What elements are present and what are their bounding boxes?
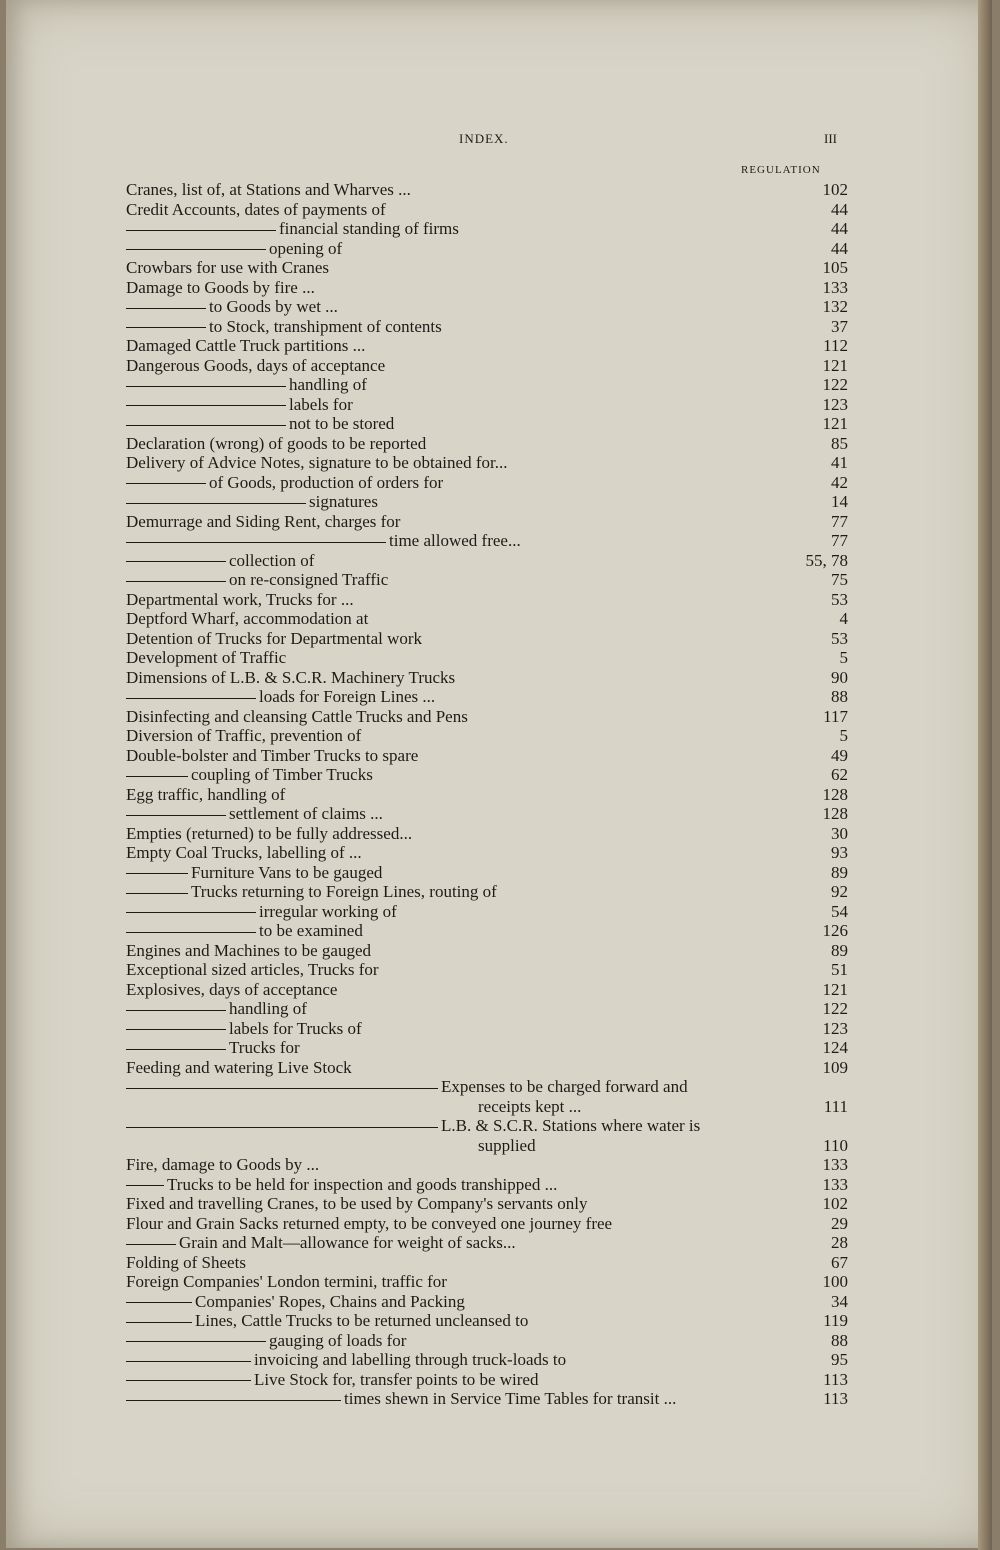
index-entry bbox=[6, 1038, 1000, 1058]
entry-label: financial standing of firms bbox=[279, 219, 459, 238]
entry-text bbox=[126, 1233, 516, 1252]
index-entry bbox=[6, 512, 1000, 532]
regulation-number: 44 bbox=[831, 238, 848, 258]
index-entry bbox=[6, 785, 1000, 805]
regulation-number: 77 bbox=[831, 531, 848, 550]
ditto-rule bbox=[126, 483, 206, 484]
entry-label: Demurrage and Siding Rent, charges for bbox=[126, 511, 401, 531]
entry-label: Departmental work, Trucks for ... bbox=[126, 589, 354, 609]
index-entry bbox=[6, 551, 1000, 571]
entry-label: Furniture Vans to be gauged bbox=[191, 862, 383, 882]
ditto-rule bbox=[126, 776, 188, 777]
regulation-number: 89 bbox=[831, 940, 848, 960]
regulation-number: 85 bbox=[831, 433, 848, 453]
entry-label: Dimensions of L.B. & S.C.R. Machinery Trucks bbox=[126, 667, 456, 687]
regulation-number: 102 bbox=[822, 1194, 848, 1213]
entry-text bbox=[126, 882, 497, 901]
index-entry bbox=[6, 1077, 1000, 1097]
ditto-rule bbox=[126, 230, 276, 231]
index-entry bbox=[6, 980, 1000, 1000]
entry-text bbox=[126, 668, 455, 687]
regulation-number: 29 bbox=[831, 1213, 848, 1233]
column-header: REGULATION bbox=[741, 164, 821, 176]
entry-text bbox=[126, 590, 354, 609]
entry-text bbox=[126, 434, 426, 453]
entry-text bbox=[126, 1311, 528, 1330]
entry-text bbox=[126, 1253, 246, 1272]
index-entry bbox=[6, 863, 1000, 883]
entry-label: Double-bolster and Timber Trucks to spare bbox=[126, 745, 419, 765]
entry-label: settlement of claims ... bbox=[229, 804, 383, 823]
entry-label: not to be stored bbox=[289, 414, 395, 433]
entry-label: Flour and Grain Sacks returned empty, to be conveyed one journey free bbox=[126, 1213, 613, 1233]
entry-text bbox=[126, 1038, 300, 1057]
entry-text bbox=[126, 1389, 676, 1408]
page-number: III bbox=[824, 131, 837, 146]
entry-label: labels for bbox=[289, 394, 353, 414]
regulation-number: 133 bbox=[822, 1155, 848, 1174]
regulation-number: 90 bbox=[831, 667, 848, 687]
entry-text bbox=[126, 648, 286, 667]
entry-label: handling of bbox=[289, 375, 367, 394]
entry-label: Crowbars for use with Cranes bbox=[126, 258, 330, 277]
entry-label: times shewn in Service Time Tables for transit ... bbox=[344, 1389, 677, 1408]
regulation-number: 5 bbox=[839, 726, 848, 745]
entry-label: Foreign Companies' London termini, traffic for bbox=[126, 1272, 447, 1291]
index-entry bbox=[6, 570, 1000, 590]
regulation-number: 117 bbox=[823, 706, 848, 726]
entry-text bbox=[126, 921, 363, 940]
index-entry bbox=[6, 1214, 1000, 1234]
entry-text bbox=[126, 1155, 319, 1174]
regulation-number: 67 bbox=[831, 1252, 848, 1272]
ditto-rule bbox=[126, 1049, 226, 1050]
entry-text bbox=[126, 297, 338, 316]
regulation-number: 123 bbox=[822, 394, 848, 414]
entry-text bbox=[126, 239, 342, 258]
ditto-rule bbox=[126, 386, 286, 387]
ditto-rule bbox=[126, 405, 286, 406]
index-entry bbox=[6, 1097, 1000, 1117]
page-header bbox=[6, 131, 1000, 151]
entry-text bbox=[126, 317, 442, 336]
entry-text bbox=[126, 1116, 700, 1135]
entry-text bbox=[126, 1077, 688, 1096]
entry-text bbox=[126, 512, 400, 531]
index-entry bbox=[6, 297, 1000, 317]
ditto-rule bbox=[126, 308, 206, 309]
index-entry bbox=[6, 239, 1000, 259]
regulation-number: 28 bbox=[831, 1233, 848, 1252]
index-entry bbox=[6, 1058, 1000, 1078]
entry-label: handling of bbox=[229, 999, 307, 1018]
ditto-rule bbox=[126, 912, 256, 913]
entry-label: opening of bbox=[269, 238, 343, 258]
entry-label: invoicing and labelling through truck-loads to bbox=[254, 1350, 567, 1369]
regulation-number: 5 bbox=[839, 648, 848, 667]
index-entry bbox=[6, 1175, 1000, 1195]
entry-label: Detention of Trucks for Departmental work bbox=[126, 628, 423, 648]
ditto-rule bbox=[126, 1088, 438, 1089]
entry-text bbox=[126, 1019, 362, 1038]
regulation-number: 123 bbox=[822, 1018, 848, 1038]
index-entry bbox=[6, 1272, 1000, 1292]
entry-text bbox=[126, 1272, 447, 1291]
index-entry bbox=[6, 1116, 1000, 1136]
index-entry bbox=[6, 1331, 1000, 1351]
index-entry bbox=[6, 531, 1000, 551]
index-entry bbox=[6, 434, 1000, 454]
regulation-number: 128 bbox=[822, 804, 848, 823]
entry-text bbox=[478, 1097, 581, 1116]
entry-text bbox=[126, 414, 394, 433]
index-entry bbox=[6, 882, 1000, 902]
regulation-number: 93 bbox=[831, 843, 848, 862]
entry-label: coupling of Timber Trucks bbox=[191, 765, 373, 784]
entry-text bbox=[126, 980, 337, 999]
regulation-number: 14 bbox=[831, 492, 848, 511]
index-entry bbox=[6, 1233, 1000, 1253]
entry-label: Live Stock for, transfer points to be wired bbox=[254, 1369, 539, 1389]
entry-label: Grain and Malt—allowance for weight of sacks... bbox=[179, 1233, 516, 1252]
document-page bbox=[6, 0, 992, 1548]
ditto-rule bbox=[126, 249, 266, 250]
index-entry bbox=[6, 317, 1000, 337]
entry-text bbox=[126, 258, 329, 277]
ditto-rule bbox=[126, 815, 226, 816]
regulation-number: 113 bbox=[823, 1389, 848, 1408]
entry-label: Cranes, list of, at Stations and Wharves ... bbox=[126, 180, 411, 199]
entry-label: Trucks returning to Foreign Lines, routing of bbox=[191, 882, 497, 901]
entry-text bbox=[126, 570, 388, 589]
ditto-rule bbox=[126, 542, 386, 543]
regulation-number: 53 bbox=[831, 628, 848, 648]
entry-text bbox=[126, 336, 365, 355]
entry-label: Lines, Cattle Trucks to be returned uncleansed to bbox=[195, 1311, 529, 1330]
index-entry bbox=[6, 200, 1000, 220]
entry-text bbox=[126, 863, 382, 882]
entry-text bbox=[126, 726, 361, 745]
index-entry bbox=[6, 707, 1000, 727]
regulation-number: 119 bbox=[823, 1311, 848, 1330]
entry-text bbox=[126, 707, 468, 726]
index-entry bbox=[6, 1311, 1000, 1331]
index-entry bbox=[6, 375, 1000, 395]
index-entry bbox=[6, 1136, 1000, 1156]
entry-text bbox=[126, 473, 443, 492]
ditto-rule bbox=[126, 893, 188, 894]
entry-text bbox=[126, 1331, 406, 1350]
regulation-number: 122 bbox=[822, 999, 848, 1018]
entry-label: Deptford Wharf, accommodation at bbox=[126, 609, 369, 628]
regulation-number: 89 bbox=[831, 862, 848, 882]
entry-text bbox=[126, 941, 371, 960]
index-entry bbox=[6, 1389, 1000, 1409]
regulation-number: 128 bbox=[822, 784, 848, 804]
entry-label: Development of Traffic bbox=[126, 648, 287, 667]
entry-label: collection of bbox=[229, 550, 315, 570]
regulation-number: 111 bbox=[823, 1096, 848, 1116]
ditto-rule bbox=[126, 327, 206, 328]
entry-text bbox=[126, 1175, 557, 1194]
index-entry bbox=[6, 356, 1000, 376]
regulation-number: 51 bbox=[831, 960, 848, 979]
entry-text bbox=[126, 824, 412, 843]
ditto-rule bbox=[126, 1322, 192, 1323]
entry-label: on re-consigned Traffic bbox=[229, 570, 389, 589]
entry-label: L.B. & S.C.R. Stations where water is bbox=[441, 1116, 701, 1135]
regulation-number: 44 bbox=[831, 199, 848, 219]
entry-label: Fire, damage to Goods by ... bbox=[126, 1155, 320, 1174]
regulation-number: 121 bbox=[822, 355, 848, 375]
regulation-number: 34 bbox=[831, 1291, 848, 1311]
regulation-number: 4 bbox=[839, 609, 848, 628]
regulation-number: 55, 78 bbox=[805, 550, 848, 570]
regulation-number: 124 bbox=[822, 1038, 848, 1057]
ditto-rule bbox=[126, 1127, 438, 1128]
entry-text bbox=[126, 746, 418, 765]
entry-text bbox=[126, 843, 362, 862]
entry-text bbox=[126, 453, 507, 472]
entry-label: Empty Coal Trucks, labelling of ... bbox=[126, 843, 362, 862]
regulation-number: 54 bbox=[831, 901, 848, 921]
entry-text bbox=[126, 278, 315, 297]
index-entry bbox=[6, 453, 1000, 473]
entry-text bbox=[126, 356, 385, 375]
entry-text bbox=[126, 960, 379, 979]
index-entry bbox=[6, 960, 1000, 980]
index-entry bbox=[6, 258, 1000, 278]
entry-text bbox=[126, 785, 285, 804]
regulation-number: 126 bbox=[822, 921, 848, 940]
index-entry bbox=[6, 590, 1000, 610]
index-entry bbox=[6, 1194, 1000, 1214]
regulation-number: 133 bbox=[822, 277, 848, 297]
index-entry bbox=[6, 921, 1000, 941]
index-entry bbox=[6, 941, 1000, 961]
regulation-number: 109 bbox=[822, 1057, 848, 1077]
entry-label: gauging of loads for bbox=[269, 1330, 407, 1350]
entry-text bbox=[478, 1136, 536, 1155]
regulation-number: 121 bbox=[822, 414, 848, 433]
entry-text bbox=[126, 375, 367, 394]
index-entries bbox=[6, 180, 1000, 1409]
entry-label: Exceptional sized articles, Trucks for bbox=[126, 960, 379, 979]
index-entry bbox=[6, 1292, 1000, 1312]
entry-label: of Goods, production of orders for bbox=[209, 472, 444, 492]
entry-label: Egg traffic, handling of bbox=[126, 784, 286, 804]
ditto-rule bbox=[126, 1010, 226, 1011]
ditto-rule bbox=[126, 932, 256, 933]
ditto-rule bbox=[126, 1302, 192, 1303]
entry-label: Credit Accounts, dates of payments of bbox=[126, 199, 386, 219]
entry-label: signatures bbox=[309, 492, 378, 511]
entry-text bbox=[126, 1194, 588, 1213]
regulation-number: 37 bbox=[831, 316, 848, 336]
entry-label: Empties (returned) to be fully addressed... bbox=[126, 823, 413, 843]
entry-text bbox=[126, 804, 383, 823]
entry-label: Delivery of Advice Notes, signature to be obtained for... bbox=[126, 453, 508, 472]
regulation-number: 41 bbox=[831, 453, 848, 472]
entry-label: Expenses to be charged forward and bbox=[441, 1077, 688, 1096]
page-title: INDEX. bbox=[459, 131, 509, 146]
index-entry bbox=[6, 804, 1000, 824]
regulation-number: 44 bbox=[831, 219, 848, 238]
index-entry bbox=[6, 1370, 1000, 1390]
entry-label: Folding of Sheets bbox=[126, 1252, 246, 1272]
entry-label: Explosives, days of acceptance bbox=[126, 979, 338, 999]
entry-text bbox=[126, 492, 378, 511]
entry-text bbox=[126, 200, 386, 219]
entry-label: to Goods by wet ... bbox=[209, 297, 338, 316]
index-entry bbox=[6, 765, 1000, 785]
ditto-rule bbox=[126, 1361, 251, 1362]
ditto-rule bbox=[126, 1380, 251, 1381]
index-entry bbox=[6, 414, 1000, 434]
index-entry bbox=[6, 473, 1000, 493]
index-entry bbox=[6, 1019, 1000, 1039]
entry-label: loads for Foreign Lines ... bbox=[259, 687, 436, 706]
entry-text bbox=[126, 999, 307, 1018]
regulation-number: 121 bbox=[822, 979, 848, 999]
index-entry bbox=[6, 746, 1000, 766]
index-entry bbox=[6, 180, 1000, 200]
entry-text bbox=[126, 1350, 566, 1369]
ditto-rule bbox=[126, 873, 188, 874]
entry-text bbox=[126, 629, 422, 648]
regulation-number: 95 bbox=[831, 1350, 848, 1369]
entry-text bbox=[126, 1058, 352, 1077]
entry-label: Companies' Ropes, Chains and Packing bbox=[195, 1291, 465, 1311]
entry-label: Trucks for bbox=[229, 1038, 300, 1057]
regulation-number: 100 bbox=[822, 1272, 848, 1291]
entry-text bbox=[126, 180, 411, 199]
ditto-rule bbox=[126, 561, 226, 562]
index-entry bbox=[6, 1350, 1000, 1370]
index-entry bbox=[6, 843, 1000, 863]
ditto-rule bbox=[126, 1244, 176, 1245]
entry-label: to Stock, transhipment of contents bbox=[209, 316, 442, 336]
entry-label: time allowed free... bbox=[389, 531, 521, 550]
entry-label: Disinfecting and cleansing Cattle Trucks and Pens bbox=[126, 706, 468, 726]
regulation-number: 132 bbox=[822, 297, 848, 316]
entry-text bbox=[126, 1214, 612, 1233]
ditto-rule bbox=[126, 1029, 226, 1030]
index-entry bbox=[6, 1253, 1000, 1273]
entry-label: to be examined bbox=[259, 921, 363, 940]
ditto-rule bbox=[126, 1400, 341, 1401]
ditto-rule bbox=[126, 1341, 266, 1342]
regulation-number: 88 bbox=[831, 687, 848, 706]
ditto-rule bbox=[126, 698, 256, 699]
index-entry bbox=[6, 609, 1000, 629]
regulation-number: 92 bbox=[831, 882, 848, 901]
entry-text bbox=[126, 609, 368, 628]
entry-text bbox=[126, 531, 521, 550]
regulation-number: 122 bbox=[822, 375, 848, 394]
entry-label: supplied bbox=[478, 1135, 536, 1155]
regulation-number: 42 bbox=[831, 472, 848, 492]
index-entry bbox=[6, 1155, 1000, 1175]
entry-label: Damage to Goods by fire ... bbox=[126, 277, 315, 297]
ditto-rule bbox=[126, 581, 226, 582]
regulation-number: 113 bbox=[823, 1369, 848, 1389]
entry-label: irregular working of bbox=[259, 901, 397, 921]
ditto-rule bbox=[126, 1185, 164, 1186]
index-entry bbox=[6, 902, 1000, 922]
index-entry bbox=[6, 668, 1000, 688]
ditto-rule bbox=[126, 425, 286, 426]
entry-label: Dangerous Goods, days of acceptance bbox=[126, 355, 386, 375]
regulation-number: 77 bbox=[831, 511, 848, 531]
regulation-number: 75 bbox=[831, 570, 848, 589]
entry-label: Fixed and travelling Cranes, to be used by Company's servants only bbox=[126, 1194, 588, 1213]
regulation-number: 112 bbox=[823, 336, 848, 355]
index-entry bbox=[6, 648, 1000, 668]
entry-text bbox=[126, 765, 373, 784]
entry-text bbox=[126, 395, 353, 414]
index-entry bbox=[6, 687, 1000, 707]
entry-label: receipts kept ... bbox=[478, 1096, 582, 1116]
regulation-number: 133 bbox=[822, 1174, 848, 1194]
index-entry bbox=[6, 999, 1000, 1019]
index-entry bbox=[6, 278, 1000, 298]
entry-text bbox=[126, 902, 397, 921]
index-entry bbox=[6, 492, 1000, 512]
regulation-number: 49 bbox=[831, 745, 848, 765]
entry-label: Engines and Machines to be gauged bbox=[126, 940, 372, 960]
entry-label: Damaged Cattle Truck partitions ... bbox=[126, 336, 366, 355]
regulation-number: 53 bbox=[831, 589, 848, 609]
entry-text bbox=[126, 551, 314, 570]
regulation-number: 110 bbox=[823, 1135, 848, 1155]
index-entry bbox=[6, 629, 1000, 649]
regulation-number: 102 bbox=[822, 180, 848, 199]
index-entry bbox=[6, 336, 1000, 356]
index-entry bbox=[6, 726, 1000, 746]
entry-text bbox=[126, 219, 459, 238]
entry-text bbox=[126, 1292, 465, 1311]
entry-label: Diversion of Traffic, prevention of bbox=[126, 726, 362, 745]
regulation-number: 88 bbox=[831, 1330, 848, 1350]
entry-label: labels for Trucks of bbox=[229, 1018, 362, 1038]
regulation-number: 62 bbox=[831, 765, 848, 784]
regulation-number: 30 bbox=[831, 823, 848, 843]
entry-label: Feeding and watering Live Stock bbox=[126, 1057, 352, 1077]
entry-text bbox=[126, 687, 435, 706]
regulation-number: 105 bbox=[822, 258, 848, 277]
entry-label: Trucks to be held for inspection and goods transhipped ... bbox=[167, 1174, 558, 1194]
ditto-rule bbox=[126, 503, 306, 504]
entry-label: Declaration (wrong) of goods to be reported bbox=[126, 433, 427, 453]
entry-text bbox=[126, 1370, 538, 1389]
index-entry bbox=[6, 824, 1000, 844]
index-entry bbox=[6, 219, 1000, 239]
index-entry bbox=[6, 395, 1000, 415]
